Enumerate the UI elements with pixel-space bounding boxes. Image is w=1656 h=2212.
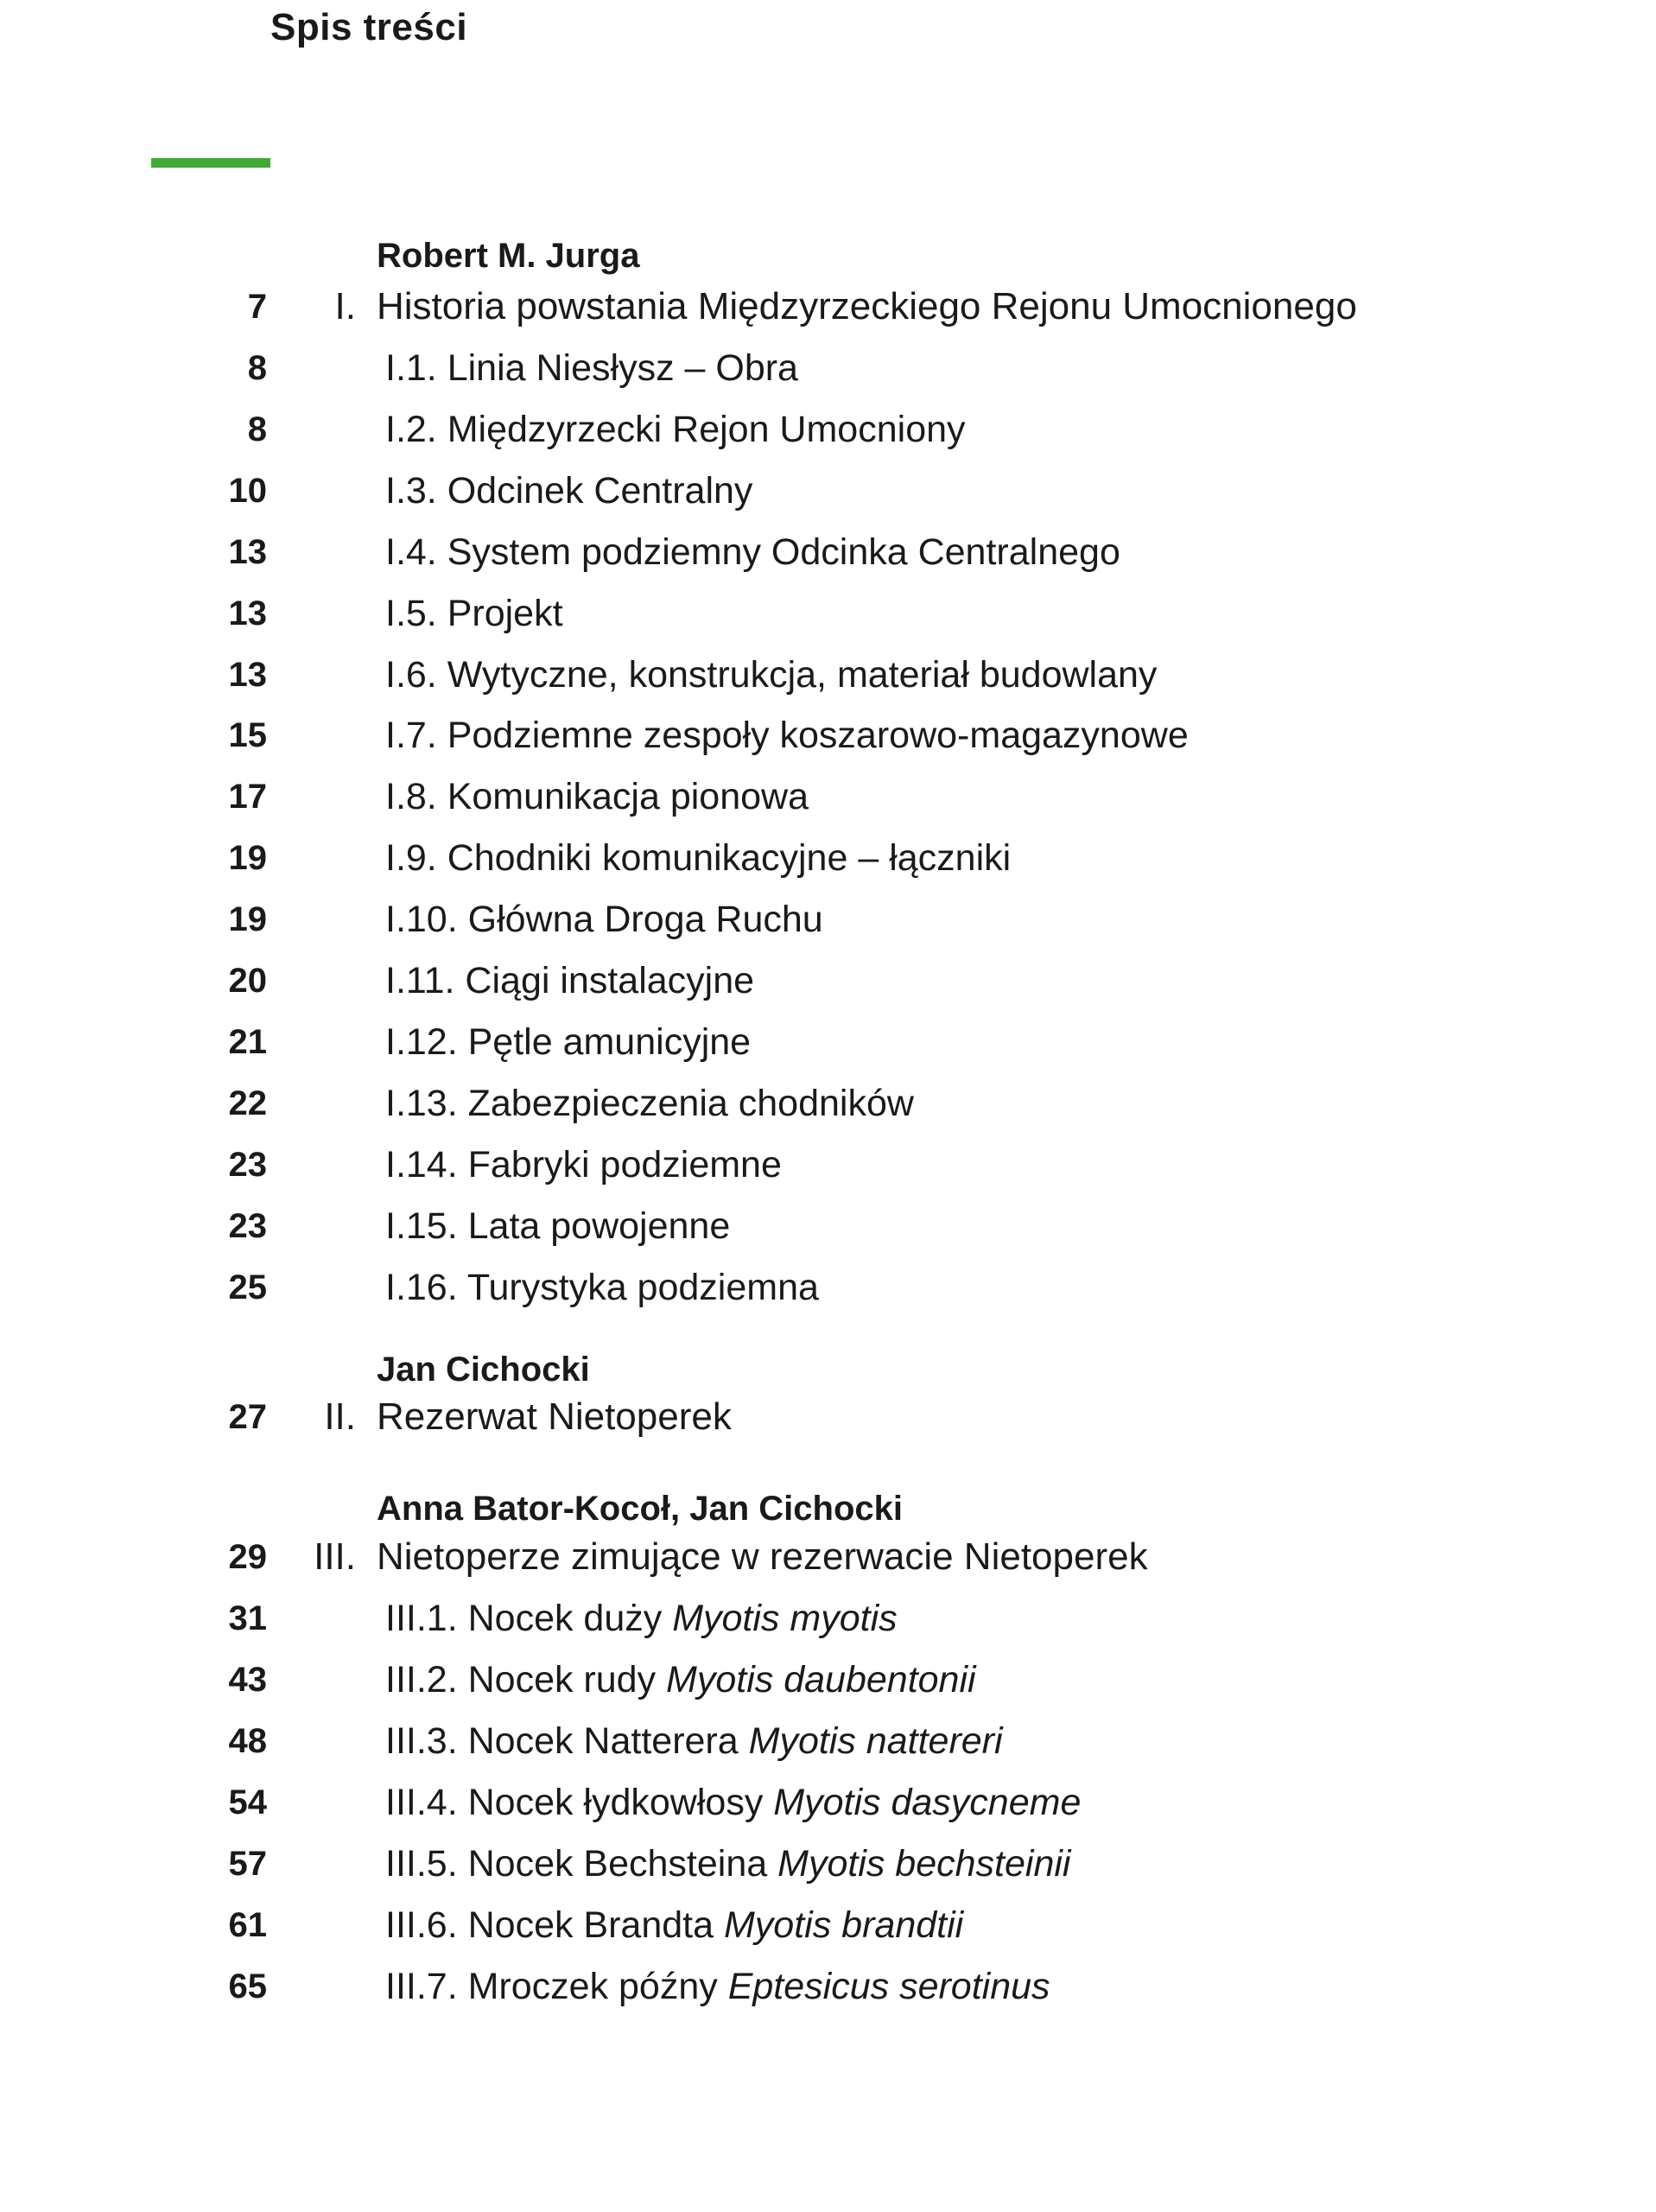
- chapter-row[interactable]: [0, 281, 1656, 333]
- page-number: 13: [228, 656, 267, 694]
- page-number: 23: [228, 1207, 267, 1245]
- entry-title: [385, 1961, 1050, 2012]
- toc-entry[interactable]: [0, 1715, 1656, 1767]
- page-number: 15: [228, 716, 267, 754]
- entry-title: [385, 1899, 963, 1951]
- toc-entry[interactable]: [0, 404, 1656, 455]
- entry-title-text: III.3. Nocek Natterera: [385, 1720, 749, 1762]
- entry-title: I.2. Międzyrzecki Rejon Umocniony: [385, 409, 966, 450]
- entry-title: I.6. Wytyczne, konstrukcja, materiał budowlany: [385, 654, 1158, 696]
- page-number: 61: [228, 1906, 267, 1944]
- page-number: 13: [228, 533, 267, 571]
- entry-title: I.4. System podziemny Odcinka Centralnego: [385, 531, 1120, 573]
- toc-entry[interactable]: [0, 342, 1656, 394]
- entry-title-text: III.2. Nocek rudy: [385, 1659, 667, 1700]
- page-number: 19: [228, 839, 267, 877]
- latin-species-name: Myotis brandtii: [723, 1904, 964, 1946]
- page-number: 43: [228, 1661, 267, 1699]
- entry-title: I.1. Linia Niesłysz – Obra: [385, 347, 798, 389]
- entry-title: I.13. Zabezpieczenia chodników: [385, 1083, 914, 1124]
- page-number: 17: [228, 778, 267, 816]
- toc-entry[interactable]: [0, 1016, 1656, 1068]
- section-author: Anna Bator-Kocoł, Jan Cichocki: [377, 1490, 903, 1528]
- entry-title-text: III.4. Nocek łydkowłosy: [385, 1782, 774, 1823]
- latin-species-name: Myotis dasycneme: [773, 1782, 1082, 1823]
- entry-title: I.14. Fabryki podziemne: [385, 1144, 782, 1185]
- page-number: 7: [247, 288, 267, 326]
- entry-title: I.11. Ciągi instalacyjne: [385, 960, 755, 1001]
- latin-species-name: Myotis daubentonii: [666, 1659, 976, 1700]
- latin-species-name: Eptesicus serotinus: [727, 1966, 1050, 2007]
- page-number: 21: [228, 1023, 267, 1061]
- toc-entry[interactable]: [0, 1077, 1656, 1129]
- page-number: 57: [228, 1845, 267, 1883]
- page-number: 8: [247, 349, 267, 387]
- entry-title: [385, 1838, 1071, 1890]
- entry-title-text: III.5. Nocek Bechsteina: [385, 1843, 778, 1885]
- entry-title: I.7. Podziemne zespoły koszarowo-magazynowe: [385, 715, 1189, 756]
- page-number: 19: [228, 900, 267, 938]
- entry-title: I.10. Główna Droga Ruchu: [385, 899, 823, 940]
- chapter-row[interactable]: [0, 1391, 1656, 1443]
- entry-title-text: III.6. Nocek Brandta: [385, 1904, 724, 1946]
- latin-species-name: Myotis bechsteinii: [777, 1843, 1071, 1885]
- entry-title: I.15. Lata powojenne: [385, 1205, 731, 1247]
- toc-entry[interactable]: [0, 649, 1656, 701]
- chapter-number: II.: [324, 1395, 356, 1438]
- toc-entry[interactable]: [0, 465, 1656, 517]
- toc-entry[interactable]: [0, 832, 1656, 884]
- toc-entry[interactable]: [0, 1654, 1656, 1706]
- section-author: Robert M. Jurga: [377, 237, 640, 275]
- latin-species-name: Myotis nattereri: [748, 1720, 1003, 1762]
- chapter-title: Rezerwat Nietoperek: [377, 1395, 732, 1438]
- toc-entry[interactable]: [0, 1899, 1656, 1951]
- entry-title: [385, 1654, 976, 1706]
- toc-entry[interactable]: [0, 1961, 1656, 2012]
- page-number: 31: [228, 1599, 267, 1637]
- toc-entry[interactable]: [0, 893, 1656, 945]
- chapter-title: Nietoperze zimujące w rezerwacie Nietoperek: [377, 1535, 1148, 1578]
- chapter-number: III.: [314, 1535, 356, 1578]
- page-number: 23: [228, 1146, 267, 1184]
- toc-entry[interactable]: [0, 1838, 1656, 1890]
- toc-entry[interactable]: [0, 1200, 1656, 1252]
- page-number: 8: [247, 410, 267, 448]
- entry-title-text: III.7. Mroczek późny: [385, 1966, 728, 2007]
- entry-title: [385, 1592, 898, 1644]
- page-number: 20: [228, 962, 267, 1000]
- toc-entry[interactable]: [0, 1592, 1656, 1644]
- chapter-number: I.: [334, 285, 356, 327]
- entry-title: I.8. Komunikacja pionowa: [385, 776, 809, 817]
- page-number: 29: [228, 1538, 267, 1576]
- toc-entry[interactable]: [0, 588, 1656, 639]
- entry-title-text: III.1. Nocek duży: [385, 1598, 673, 1639]
- entry-title: I.12. Pętle amunicyjne: [385, 1021, 752, 1063]
- entry-title: I.16. Turystyka podziemna: [385, 1267, 819, 1308]
- page-number: 54: [228, 1783, 267, 1821]
- section-author: Jan Cichocki: [377, 1351, 590, 1389]
- toc-entry[interactable]: [0, 709, 1656, 761]
- page-number: 48: [228, 1722, 267, 1760]
- entry-title: I.3. Odcinek Centralny: [385, 470, 753, 512]
- entry-title: [385, 1777, 1081, 1828]
- toc-entry[interactable]: [0, 1262, 1656, 1313]
- entry-title: I.5. Projekt: [385, 593, 563, 634]
- toc-entry[interactable]: [0, 1139, 1656, 1191]
- latin-species-name: Myotis myotis: [672, 1598, 898, 1639]
- toc-entry[interactable]: [0, 771, 1656, 823]
- page-number: 13: [228, 594, 267, 632]
- page-number: 25: [228, 1268, 267, 1306]
- page-number: 65: [228, 1967, 267, 2005]
- page-number: 22: [228, 1084, 267, 1122]
- page-number: 27: [228, 1398, 267, 1436]
- chapter-title: Historia powstania Międzyrzeckiego Rejonu Umocnionego: [377, 285, 1357, 327]
- toc-entry[interactable]: [0, 955, 1656, 1007]
- chapter-row[interactable]: [0, 1531, 1656, 1583]
- entry-title: I.9. Chodniki komunikacyjne – łączniki: [385, 837, 1012, 879]
- toc-entry[interactable]: [0, 526, 1656, 578]
- page-number: 10: [228, 472, 267, 510]
- page-title: Spis treści: [270, 6, 468, 48]
- toc-entry[interactable]: [0, 1777, 1656, 1828]
- entry-title: [385, 1715, 1003, 1767]
